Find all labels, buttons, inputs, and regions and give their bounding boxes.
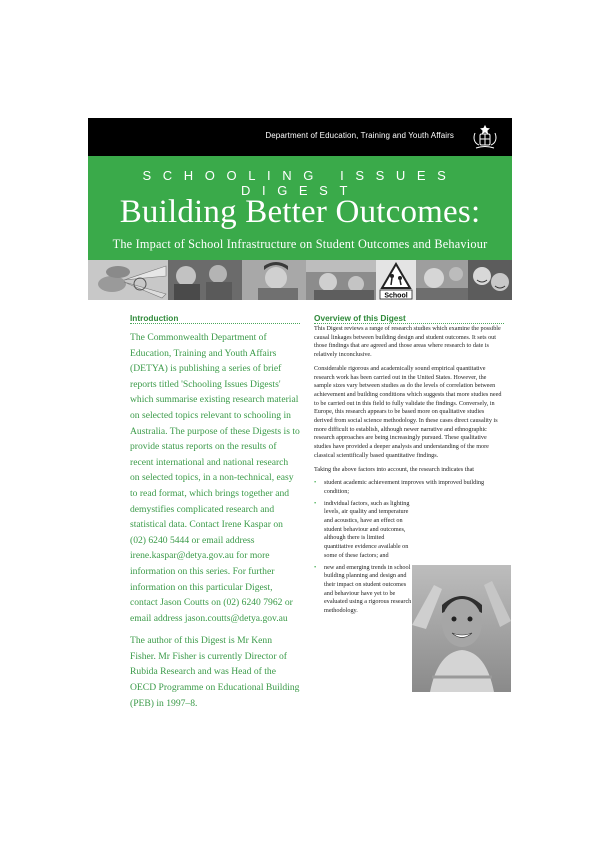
introduction-body (130, 330, 300, 718)
smiling-children-photo (468, 260, 512, 300)
children-photo (168, 260, 242, 300)
bullet-icon: • (314, 499, 317, 507)
school-sign-photo (376, 260, 416, 300)
photo-strip (88, 260, 512, 300)
scissors-photo (88, 260, 168, 300)
coat-of-arms-icon (470, 123, 500, 151)
introduction-paragraph-1: The Commonwealth Department of Education, Training and Youth Affairs (DETYA) is publishing a series of brief reports titled 'Schooling Issues Digests' which summarise existing research material on selected topics relevant to schooling in Australia. The purpose of these Digests is to provide status reports on the results of recent international and national research on selected topics, in a non-technical, easy to read format, which brings together and demystifies complicated research and statistical data. Contact Irene Kaspar on (02) 6240 5444 or email address irene.kaspar@detya.gov.au for more information on this series. For further information on this particular Digest, contact Jason Coutts on (02) 6240 7962 or email address jason.coutts@detya.gov.au (130, 332, 300, 624)
overview-heading: Overview of this Digest (314, 313, 406, 323)
bullet-icon: • (314, 479, 317, 487)
list-item: • new and emerging trends in school building planning and design and their impact on student outcomes and behaviour have yet to be evaluated using a rigorous research methodology. (314, 563, 412, 615)
department-bar (88, 118, 512, 156)
list-item: • individual factors, such as lighting levels, air quality and temperature and acoustics, have an effect on student behaviour and outcomes, although there is limited quantitative evidence available on some of these factors; and (314, 499, 410, 559)
list-item: • student academic achievement improves with improved building condition; (314, 479, 485, 495)
classroom-photo (306, 260, 376, 300)
overview-paragraph-3: Taking the above factors into account, the research indicates that (314, 465, 475, 473)
student-photo (242, 260, 306, 300)
school-sign-text: School (384, 292, 408, 300)
title-band (88, 156, 512, 260)
series-name: SCHOOLING ISSUES DIGEST (142, 168, 458, 198)
page-subtitle: The Impact of School Infrastructure on Student Outcomes and Behaviour (112, 237, 488, 251)
page-title: Building Better Outcomes: (119, 194, 481, 230)
introduction-divider (130, 323, 300, 324)
overview-paragraph-2: Considerable rigorous and academically sound empirical quantitative research work has been carried out in the United States. However, the sample sizes vary between studies as do the levels of correlation between achievement and building conditions which suggests that more studies need to be carried out in this field to fully validate the findings. Conversely, in Europe, this research appears to be based more on qualitative studies derived from social science methodology. In these cases direct causality is more difficult to establish, although newer narrative and ethnographic research approaches are being increasingly pursued. These qualitative studies have provided a deeper analysis and understanding of the more classical scientifically based quantitative findings. (314, 364, 502, 459)
bullet-icon: • (314, 563, 317, 571)
introduction-paragraph-2: The author of this Digest is Mr Kenn Fisher. Mr Fisher is currently Director of Rubida Research and was Head of the OECD Programme on Educational Building (PEB) in 1997–8. (130, 635, 300, 709)
introduction-heading: Introduction (130, 313, 179, 323)
boy-photo (412, 565, 511, 692)
department-name: Department of Education, Training and Youth Affairs (265, 131, 454, 140)
overview-paragraph-1: This Digest reviews a range of research studies which examine the possible causal linkages between building design and student outcomes. It sets out those findings that are agreed and those areas where research to date is relatively inconclusive. (314, 325, 501, 359)
playground-photo (416, 260, 468, 300)
overview-divider (314, 323, 504, 324)
